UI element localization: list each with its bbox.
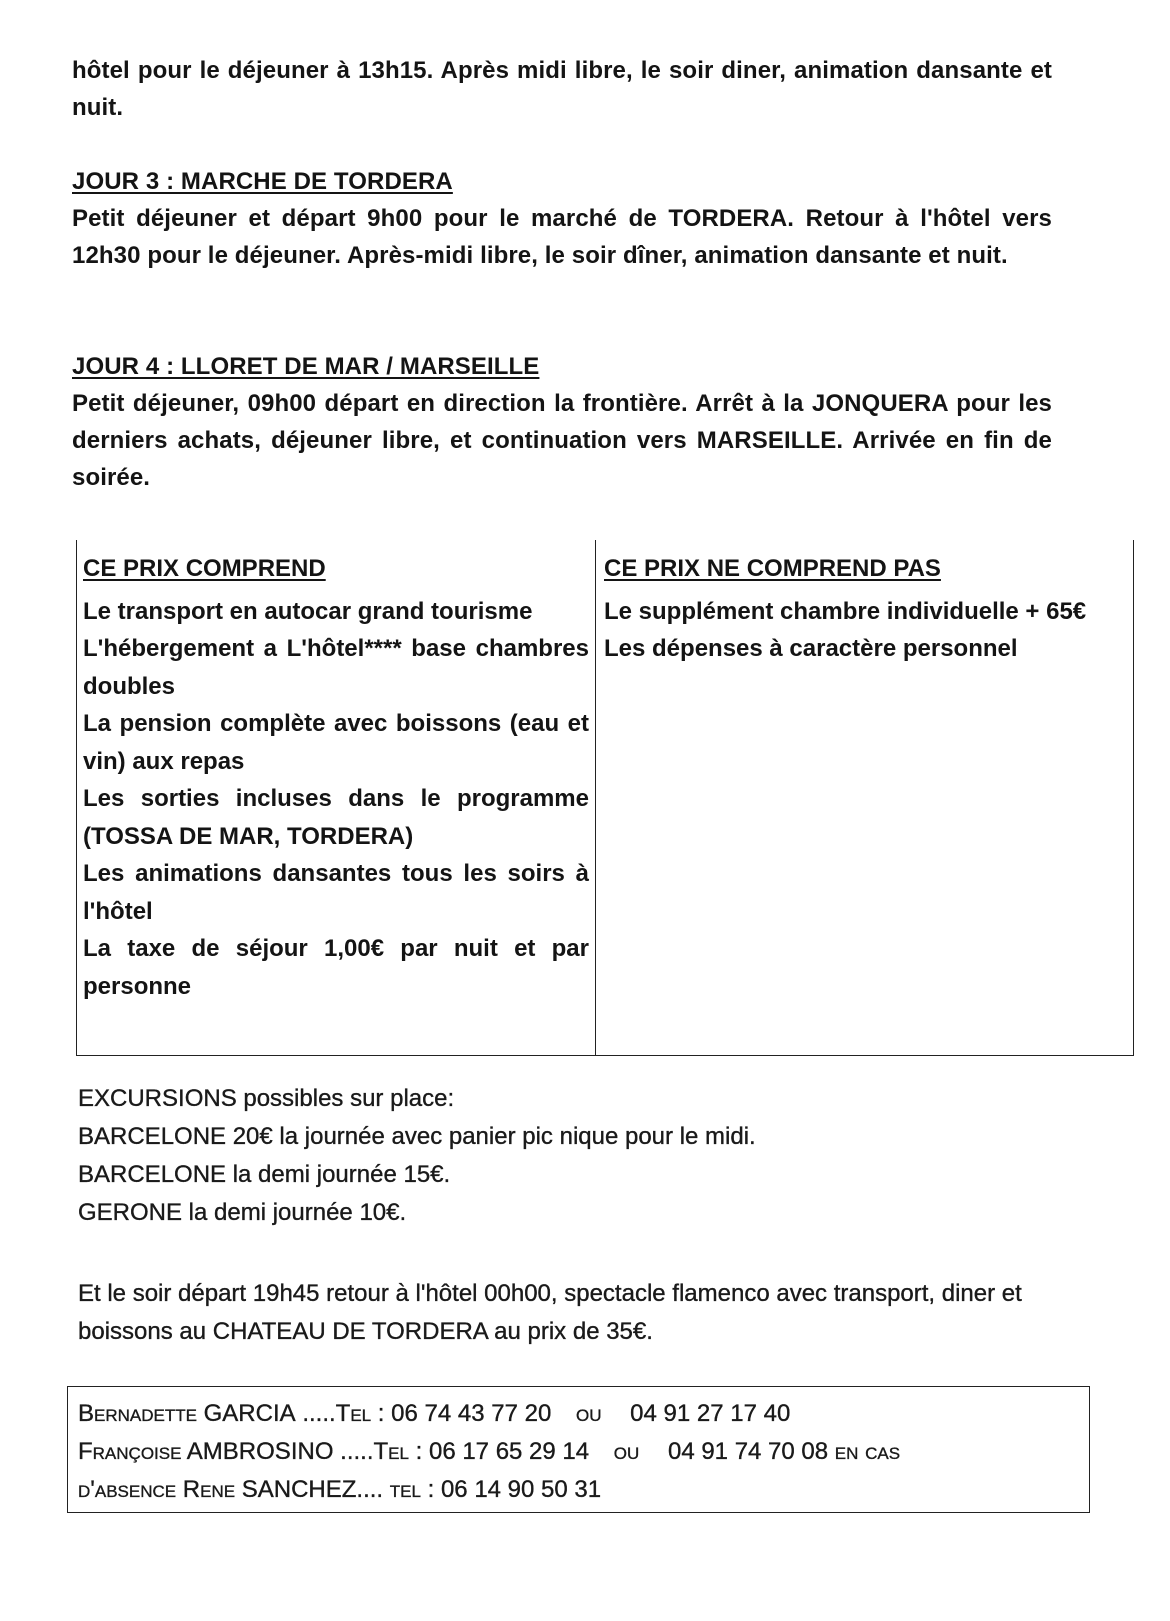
day-4-title: JOUR 4 : LLORET DE MAR / MARSEILLE bbox=[72, 353, 540, 380]
tel-label: .....Tel : bbox=[302, 1400, 385, 1427]
excluded-item: Le supplément chambre individuelle + 65€ bbox=[604, 597, 1087, 625]
contact-line-2 bbox=[78, 1433, 1079, 1471]
price-table bbox=[76, 540, 1134, 1056]
excursion-item: BARCELONE la demi journée 15€. bbox=[78, 1161, 451, 1188]
included-header: CE PRIX COMPREND bbox=[83, 555, 326, 582]
included-item: L'hébergement a L'hôtel**** base chambres doubles bbox=[83, 635, 589, 700]
excluded-column bbox=[596, 540, 1133, 1055]
included-list bbox=[83, 593, 589, 1006]
or-text: ou bbox=[613, 1438, 640, 1465]
contact-name: Françoise AMBROSINO bbox=[78, 1438, 334, 1465]
intro-paragraph bbox=[72, 52, 1052, 126]
or-text: ou bbox=[575, 1400, 602, 1427]
excursions-section bbox=[78, 1080, 1078, 1232]
phone-number: 04 91 74 70 08 bbox=[667, 1438, 829, 1465]
day-3-section bbox=[72, 163, 1052, 274]
contact-name: Rene SANCHEZ bbox=[182, 1476, 357, 1503]
day-3-title: JOUR 3 : MARCHE DE TORDERA bbox=[72, 168, 453, 195]
intro-text: hôtel pour le déjeuner à 13h15. Après midi libre, le soir diner, animation dansante et nuit. bbox=[72, 57, 1052, 121]
included-item: Les animations dansantes tous les soirs à l'hôtel bbox=[83, 860, 589, 925]
day-4-section bbox=[72, 348, 1052, 496]
contact-box bbox=[67, 1386, 1090, 1513]
included-column bbox=[77, 540, 596, 1055]
absence-note: en cas bbox=[834, 1438, 901, 1465]
excursion-item: GERONE la demi journée 10€. bbox=[78, 1199, 407, 1226]
excursions-title: EXCURSIONS possibles sur place: bbox=[78, 1085, 455, 1112]
excluded-list bbox=[604, 593, 1127, 668]
contact-line-3 bbox=[78, 1471, 1079, 1509]
excursion-item: BARCELONE 20€ la journée avec panier pic nique pour le midi. bbox=[78, 1123, 756, 1150]
tel-label: .... tel : bbox=[356, 1476, 435, 1503]
phone-number: 06 74 43 77 20 bbox=[391, 1400, 552, 1427]
evening-text: Et le soir départ 19h45 retour à l'hôtel 00h00, spectacle flamenco avec transport, diner et boissons au CHATEAU DE TORDERA au prix de 35€. bbox=[78, 1280, 1022, 1345]
day-4-text: Petit déjeuner, 09h00 départ en direction la frontière. Arrêt à la JONQUERA pour les derniers achats, déjeuner libre, et continuation vers MARSEILLE. Arrivée en fin de soirée. bbox=[72, 390, 1052, 491]
absence-prefix: d'absence bbox=[78, 1476, 177, 1503]
evening-paragraph bbox=[78, 1275, 1078, 1351]
phone-number: 06 14 90 50 31 bbox=[440, 1476, 602, 1503]
phone-number: 06 17 65 29 14 bbox=[428, 1438, 590, 1465]
excluded-item: Les dépenses à caractère personnel bbox=[604, 635, 1018, 662]
contact-line-1 bbox=[78, 1395, 1079, 1433]
included-item: La pension complète avec boissons (eau et vin) aux repas bbox=[83, 710, 589, 775]
excluded-header: CE PRIX NE COMPREND PAS bbox=[604, 555, 941, 582]
included-item: La taxe de séjour 1,00€ par nuit et par personne bbox=[83, 935, 589, 1000]
contact-name: Bernadette GARCIA bbox=[78, 1400, 296, 1427]
day-3-text: Petit déjeuner et départ 9h00 pour le marché de TORDERA. Retour à l'hôtel vers 12h30 pour le déjeuner. Après-midi libre, le soir dîner, animation dansante et nuit. bbox=[72, 205, 1052, 269]
tel-label: .....Tel : bbox=[340, 1438, 423, 1465]
phone-number: 04 91 27 17 40 bbox=[630, 1400, 791, 1427]
included-item: Les sorties incluses dans le programme (TOSSA DE MAR, TORDERA) bbox=[83, 785, 589, 850]
included-item: Le transport en autocar grand tourisme bbox=[83, 597, 533, 625]
